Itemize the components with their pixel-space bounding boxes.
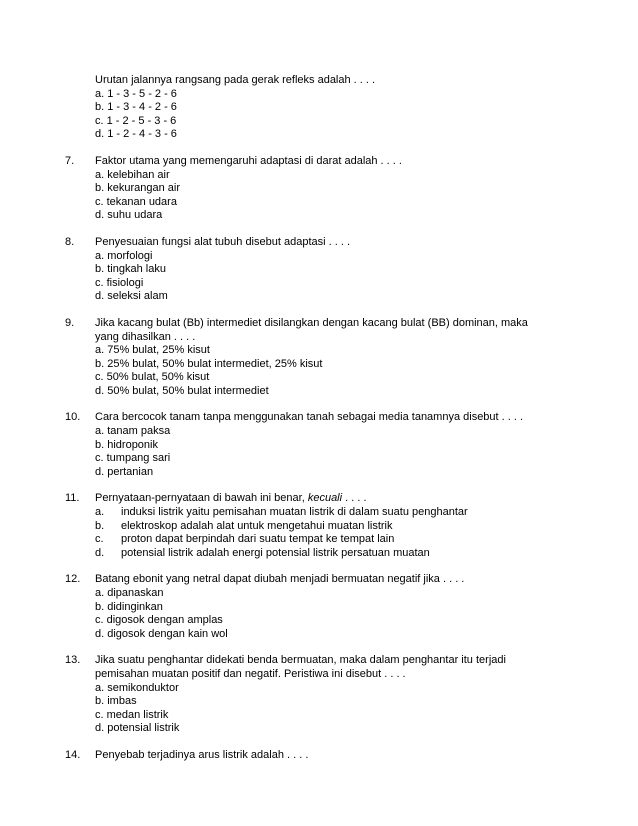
answer-option: a. kelebihan air (95, 168, 170, 181)
question-block (0, 236, 638, 304)
question-block (0, 654, 638, 736)
option-letter: a. (95, 506, 105, 519)
answer-option: b. 1 - 3 - 4 - 2 - 6 (95, 101, 177, 114)
answer-option: d. pertanian (95, 465, 154, 478)
option-text: induksi listrik yaitu pemisahan muatan listrik di dalam suatu penghantar (121, 506, 468, 519)
answer-option (95, 506, 638, 520)
answer-option: d. 50% bulat, 50% bulat intermediet (95, 384, 269, 397)
answer-option: a. morfologi (95, 249, 153, 262)
question-text: Batang ebonit yang netral dapat diubah menjadi bermuatan negatif jika . . . . (95, 573, 465, 586)
option-text: elektroskop adalah alat untuk mengetahui muatan listrik (121, 519, 393, 532)
question-text: Urutan jalannya rangsang pada gerak refleks adalah . . . . (95, 74, 376, 86)
answer-option: c. tumpang sari (95, 452, 171, 465)
answer-option: b. kekurangan air (95, 182, 180, 195)
question-text: Penyesuaian fungsi alat tubuh disebut adaptasi . . . . (95, 235, 351, 248)
answer-option: d. digosok dengan kain wol (95, 627, 228, 640)
answer-option: a. tanam paksa (95, 425, 171, 438)
answer-option: c. digosok dengan amplas (95, 614, 223, 627)
answer-option: d. 1 - 2 - 4 - 3 - 6 (95, 128, 177, 141)
answer-option: b. 25% bulat, 50% bulat intermediet, 25% kisut (95, 357, 323, 370)
answer-option: c. medan listrik (95, 708, 169, 721)
question-number: 12. (65, 573, 81, 586)
question-text: Penyebab terjadinya arus listrik adalah . . . . (95, 748, 309, 761)
answer-option: b. didinginkan (95, 600, 163, 613)
question-text-continued: pemisahan muatan positif dan negatif. Peristiwa ini disebut . . . . (95, 667, 406, 680)
question-number: 9. (65, 316, 75, 329)
answer-option (95, 520, 638, 534)
answer-option: d. potensial listrik (95, 722, 180, 735)
question-block (0, 74, 638, 142)
question-text: Jika kacang bulat (Bb) intermediet disilangkan dengan kacang bulat (BB) dominan, maka (95, 316, 528, 329)
answer-option: c. 50% bulat, 50% kisut (95, 371, 210, 384)
option-letter: b. (95, 519, 105, 532)
answer-option: d. suhu udara (95, 209, 163, 222)
answer-option: b. tingkah laku (95, 263, 166, 276)
question-text-end: . . . . (342, 492, 367, 505)
answer-option: a. 75% bulat, 25% kisut (95, 344, 210, 357)
question-text: Faktor utama yang memengaruhi adaptasi di darat adalah . . . . (95, 154, 402, 167)
question-text-continued: yang dihasilkan . . . . (95, 330, 196, 343)
question-text (95, 492, 638, 506)
question-block (0, 749, 638, 763)
answer-option (95, 533, 638, 547)
question-block (0, 411, 638, 479)
question-text: Cara bercocok tanam tanpa menggunakan tanah sebagai media tanamnya disebut . . . . (95, 411, 524, 424)
question-number: 8. (65, 235, 75, 248)
option-letter: d. (95, 546, 105, 559)
question-text-start: Pernyataan-pernyataan di bawah ini benar, (95, 492, 308, 505)
question-number: 11. (65, 492, 80, 505)
option-letter: c. (95, 533, 104, 546)
option-text: proton dapat berpindah dari suatu tempat ke tempat lain (121, 533, 395, 546)
answer-option: d. seleksi alam (95, 290, 168, 303)
question-number: 10. (65, 411, 81, 424)
question-block (0, 492, 638, 560)
answer-option: c. fisiologi (95, 276, 144, 289)
question-block (0, 573, 638, 641)
document-page (0, 74, 638, 776)
question-text-emphasis: kecuali (307, 492, 343, 505)
answer-option: a. semikonduktor (95, 681, 179, 694)
question-block (0, 155, 638, 223)
question-block (0, 317, 638, 399)
answer-option: a. 1 - 3 - 5 - 2 - 6 (95, 87, 177, 100)
answer-option: c. 1 - 2 - 5 - 3 - 6 (95, 114, 177, 127)
question-number: 7. (65, 154, 75, 167)
answer-option: a. dipanaskan (95, 587, 164, 599)
answer-option: c. tekanan udara (95, 195, 177, 208)
question-number: 13. (65, 654, 81, 667)
answer-option: b. hidroponik (95, 438, 158, 451)
option-text: potensial listrik adalah energi potensial listrik persatuan muatan (121, 546, 430, 559)
answer-option (95, 547, 638, 561)
answer-option: b. imbas (95, 695, 137, 708)
question-text: Jika suatu penghantar didekati benda bermuatan, maka dalam penghantar itu terjadi (95, 654, 506, 667)
question-number: 14. (65, 748, 81, 761)
